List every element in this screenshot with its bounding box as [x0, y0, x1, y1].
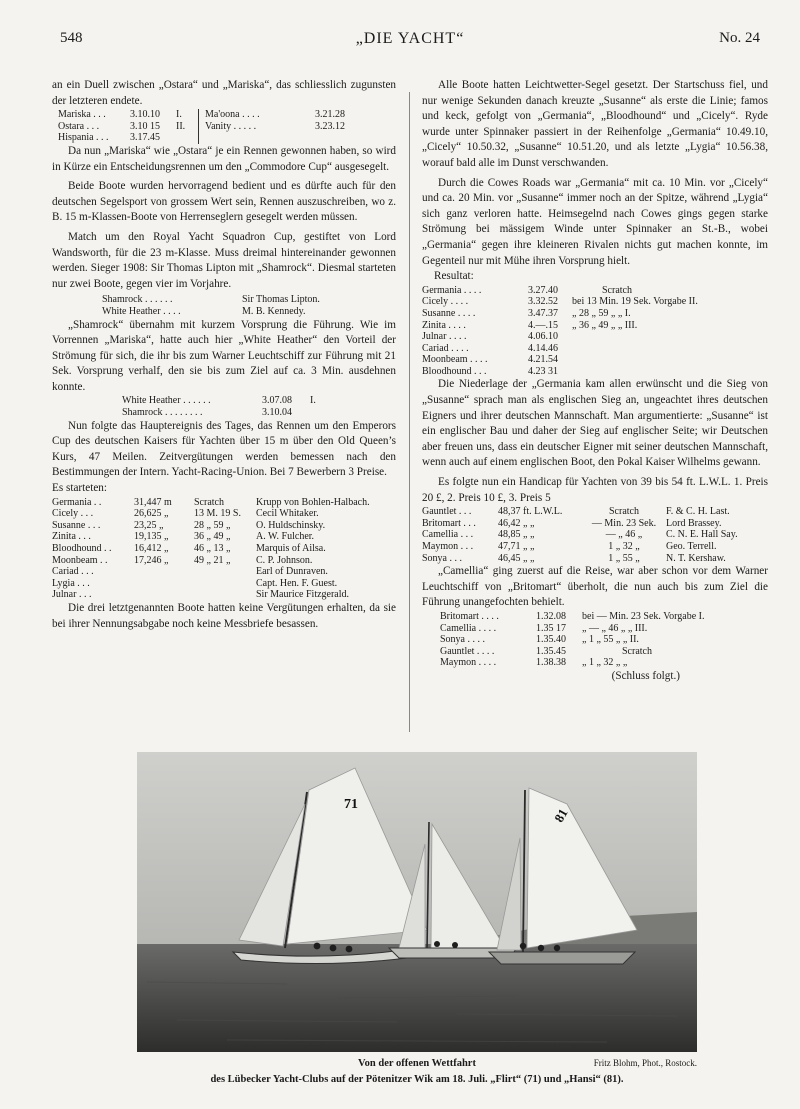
paragraph-text: gestiftet von Lord Wandsworth, für die 23 m-Klasse. Muss dreimal hintereinander gewonnen werden. Sieger 1908: Sir Thomas Lipton mit „Shamrock“. Diesmal starteten nur zwei Boote, gegen vier im Vorjahre. — [52, 230, 396, 290]
table-cell: M. B. Kennedy. — [242, 305, 306, 317]
paragraph — [52, 419, 396, 481]
table-cell: Capt. Hen. F. Guest. — [256, 577, 338, 589]
table-row — [422, 308, 698, 320]
section-heading: Rennen um den Emperors Cup des deutschen Kaisers für Yachten über 15 m über den Old Queen’s Kurs, 47 Meilen. — [52, 419, 396, 463]
issue-number: No. 24 — [719, 30, 760, 46]
paragraph-text: Nun folgte das Hauptereignis des Tages, das — [68, 419, 277, 432]
table-row — [422, 541, 738, 553]
table-row — [422, 296, 698, 308]
table-cell: Sonya . . . . — [440, 634, 485, 646]
paragraph-text: Zeitvergütungen werden bemessen nach den Bestimmungen der Intern. Yacht-Racing-Union. Bei 7 Bewerbern 3 Preise. — [52, 450, 396, 479]
table-cell: Lygia . . . — [52, 577, 90, 589]
table-row — [52, 497, 370, 509]
table-row — [440, 657, 705, 669]
table-row — [58, 109, 345, 121]
table-cell: Bloodhound . . — [52, 543, 112, 554]
table-cell: Moonbeam . . . . — [422, 354, 488, 366]
left-column — [52, 78, 396, 632]
table-cell: Sir Maurice Fitzgerald. — [256, 589, 350, 601]
table-row — [422, 354, 698, 366]
table-cell: „ 36 „ 49 „ „ III. — [572, 319, 638, 331]
table-cell: Britomart . . . — [422, 517, 476, 529]
table-cell — [134, 566, 194, 578]
table-row — [422, 285, 698, 297]
journal-title: „DIE YACHT“ — [355, 30, 465, 47]
table-cell: 1.35.45 — [536, 645, 566, 657]
paragraph: „Shamrock“ übernahm mit kurzem Vorsprung die Führung. Wie im Vorrennen „Mariska“, hatte auch hier „White Heather“ den Vorteil der Strömung für sich, die ihr bis zum Warner Leuchtschiff zur Führung mit 21 Sek. Vorsprung verhalf, den sie bis zum Ziel auf ca. 3 Min. ausdehnen konnte. — [52, 318, 396, 393]
table-row — [422, 343, 698, 355]
table-cell: „ — „ 46 „ „ III. — [582, 622, 648, 634]
table-cell: 1.38.38 — [536, 657, 566, 669]
table-cell: Gauntlet . . . — [422, 506, 472, 518]
table-cell: 16,412 „ — [134, 543, 169, 554]
table-cell: Julnar . . . — [52, 589, 92, 601]
table-cell: C. N. E. Hall Say. — [666, 529, 738, 541]
result-table-commodore — [58, 109, 345, 144]
right-column — [422, 78, 768, 685]
table-cell: 3.10.04 — [262, 407, 292, 419]
table-cell: 4.06.10 — [528, 331, 558, 343]
table-cell: Scratch — [622, 645, 652, 657]
table-cell: 3.17.45 — [130, 132, 160, 144]
table-cell: 23,25 „ — [134, 519, 164, 531]
table-cell — [572, 366, 698, 378]
table-cell: Mariska . . . — [58, 109, 106, 121]
table-cell: Cicely . . . — [52, 508, 94, 520]
result-table-rys — [122, 395, 316, 418]
table-row — [52, 566, 370, 578]
table-cell: Germania . . . . — [422, 284, 482, 296]
section-heading: Match um den Royal Yacht Squadron Cup, — [68, 230, 296, 243]
entry-table-handicap — [422, 506, 738, 564]
table-row — [422, 320, 698, 332]
table-cell: Scratch — [609, 506, 639, 518]
table-cell — [194, 578, 256, 590]
table-cell: 48,37 ft. L.W.L. — [498, 506, 563, 518]
table-cell: „ 28 „ 59 „ „ I. — [572, 307, 631, 319]
column-rule — [409, 92, 410, 732]
table-cell: 1.35 17 — [536, 622, 566, 634]
paragraph: „Camellia“ ging zuerst auf die Reise, war aber schon vor dem Warner Leuchtschiff von „Britomart“ überholt, die nun auch bis zum Ziel die Führung unangefochten behielt. — [422, 565, 768, 609]
table-cell: Cariad . . . — [52, 566, 94, 578]
table-cell: Susanne . . . — [52, 519, 101, 531]
table-cell: 3.23.12 — [315, 120, 345, 132]
paragraph: Da nun „Mariska“ wie „Ostara“ je ein Rennen gewonnen haben, so wird in Kürze ein Entscheidungsrennen um den „Commodore Cup“ ausgesegelt. — [52, 144, 396, 173]
paragraph: Alle Boote hatten Leichtwetter-Segel gesetzt. Der Startschuss fiel, und nur wenige Sekunden danach kreuzte „Susanne“ als erste die Linie; famos und keck, gefolgt von „Germania“, „Bloodhound“ und „Cicely“. Ryde wurde unter Spinnaker passiert in der Reihenfolge „Germania“ 10.49.10, „Cicely“ 10.50.32, „Susanne“ 10.51.20, und als letzte „Lygia“ 10.56.38, worauf bald alle im Dunst verschwanden. — [422, 79, 768, 169]
table-row — [52, 531, 370, 543]
table-row — [422, 529, 738, 541]
entry-table-rys — [102, 294, 320, 317]
table-cell: Shamrock . . . . . . . . — [122, 407, 203, 419]
table-row — [52, 543, 370, 555]
paragraph: Beide Boote wurden hervorragend bedient und es dürfte auch für den deutschen Segelsport von grossem Wert sein, Rennen auszuschreiben, wo z. B. 15 m-Klassen-Boote von Herrenseglern gesegelt werden müssen. — [52, 180, 396, 224]
sailboats-illustration — [137, 752, 697, 1052]
table-row — [422, 518, 738, 530]
table-cell: 46,45 „ „ — [498, 552, 535, 564]
table-cell: 3.27.40 — [528, 284, 558, 296]
table-cell: Maymon . . . — [422, 541, 474, 552]
table-cell: Cicely . . . . — [422, 296, 469, 308]
table-cell — [572, 343, 698, 355]
table-cell: Ma'oona . . . . — [205, 109, 260, 121]
table-row — [52, 578, 370, 590]
table-cell: Camellia . . . — [422, 529, 474, 541]
table-cell: 46,42 „ „ — [498, 517, 535, 529]
table-cell: Scratch — [602, 284, 632, 296]
table-cell: White Heather . . . . — [102, 305, 181, 317]
table-cell: Moonbeam . . — [52, 554, 108, 566]
table-cell: Scratch — [194, 496, 224, 508]
paragraph-text: 1. Preis 20 £, 2. Preis 10 £, 3. Preis 5 — [422, 476, 769, 504]
table-cell: — Min. 23 Sek. — [591, 517, 657, 529]
table-cell: 31,447 m — [134, 496, 172, 508]
table-cell: White Heather . . . . . . — [122, 395, 211, 407]
table-row — [422, 506, 738, 518]
table-row — [52, 508, 370, 520]
table-cell: Marquis of Ailsa. — [256, 543, 326, 554]
table-cell — [199, 132, 316, 144]
result-table-handicap — [440, 611, 705, 669]
table-cell: Maymon . . . . — [440, 657, 497, 669]
table-cell: bei — Min. 23 Sek. Vorgabe I. — [582, 610, 705, 622]
table-cell: 48,85 „ „ — [498, 529, 535, 541]
table-cell: Julnar . . . . — [422, 331, 467, 343]
table-row — [440, 611, 705, 623]
table-row — [422, 366, 698, 378]
photo-caption-line1: Von der offenen Wettfahrt — [358, 1058, 476, 1069]
table-cell: 3.10.10 — [130, 109, 160, 121]
page-number: 548 — [60, 30, 83, 46]
table-cell: Bloodhound . . . — [422, 365, 487, 377]
table-cell: Lord Brassey. — [666, 517, 722, 529]
table-cell — [310, 407, 316, 419]
table-cell: Cariad . . . . — [422, 342, 469, 354]
paragraph: an ein Duell zwischen „Ostara“ und „Mariska“, das schliesslich zugunsten der letzteren endete. — [52, 79, 396, 107]
table-row — [58, 132, 345, 144]
table-cell — [572, 354, 698, 366]
table-cell: 3.10 15 — [130, 120, 160, 132]
table-cell: 3.07.08 — [262, 395, 292, 407]
table-row — [122, 407, 316, 419]
table-cell: 47,71 „ „ — [498, 541, 535, 552]
table-cell: II. — [176, 121, 199, 133]
table-row — [52, 589, 370, 601]
paragraph: Die Niederlage der „Germania kam allen erwünscht und die Sieg von „Susanne“ sprach man als englischen Sieg an, ungeachtet ihres deutschen Eigners und ihrer deutschen Mannschaft. Man argumentierte: „Susanne“ ist ein englischer Bau und daher der Sieg auf englischer Seite; wir Deutschen aber freuen uns, dass ein deutscher Eigner mit seiner deutschen Mannschaft, wenn auch auf einem englischen Boot, den Pokal Kaiser Wilhelms gewann. — [422, 378, 768, 469]
table-cell: Vanity . . . . . — [205, 120, 257, 132]
table-cell: 26,625 „ — [134, 508, 169, 520]
table-row — [422, 331, 698, 343]
table-cell: 19,135 „ — [134, 531, 169, 543]
table-cell: O. Huldschinsky. — [256, 519, 326, 531]
sail-number: 81 — [551, 805, 571, 825]
table-cell — [176, 132, 199, 144]
paragraph-text: Es folgte nun ein — [438, 476, 519, 489]
table-row — [440, 623, 705, 635]
table-cell: 1 „ 32 „ — [608, 541, 640, 552]
table-cell: N. T. Kershaw. — [666, 552, 726, 564]
table-cell: A. W. Fulcher. — [256, 531, 315, 543]
table-row — [52, 555, 370, 567]
table-cell: Sir Thomas Lipton. — [242, 294, 320, 306]
table-cell: 1 „ 55 „ — [608, 552, 640, 564]
table-row — [422, 553, 738, 565]
table-cell: Geo. Terrell. — [666, 541, 717, 552]
table-cell: „ 1 „ 32 „ „ — [582, 657, 628, 669]
paragraph: Durch die Cowes Roads war „Germania“ mit ca. 10 Min. vor „Cicely“ und ca. 20 Min. vor „Susanne“ immer noch an der Spitze, während „Lygia“ sich ganz verloren hatte. Heimsegelnd nach Cowes gings gegen starke Strömung bei mässigem Winde unter Spinnaker an St.-B., wobei „Germania“ gegen ihre kleineren Rivalen nichts gut machen konnte, im Gegenteil nur mit Mühe ihren Vorsprung hielt. — [422, 176, 768, 267]
table-cell: Gauntlet . . . . — [440, 645, 495, 657]
sail-number: 71 — [344, 797, 358, 812]
table-cell: Britomart . . . . — [440, 610, 499, 622]
table-cell: 3.47.37 — [528, 307, 558, 319]
table-cell: 36 „ 49 „ — [194, 531, 231, 543]
photo-credit: Fritz Blohm, Phot., Rostock. — [593, 1058, 697, 1068]
paragraph — [52, 230, 396, 292]
table-row — [440, 646, 705, 658]
table-cell: Krupp von Bohlen-Halbach. — [256, 496, 370, 508]
table-cell: bei 13 Min. 19 Sek. Vorgabe II. — [572, 296, 698, 308]
table-cell: F. & C. H. Last. — [666, 506, 730, 518]
table-cell — [134, 589, 194, 601]
table-row — [102, 294, 320, 306]
table-row — [102, 306, 320, 318]
starters-label: Es starteten: — [52, 482, 107, 495]
result-label: Resultat: — [434, 270, 474, 283]
table-cell: 3.21.28 — [315, 109, 345, 121]
table-cell: Zinita . . . — [52, 531, 91, 543]
table-cell: 3.32.52 — [528, 296, 558, 308]
sailing-photo — [137, 752, 697, 1052]
table-cell: „ 1 „ 55 „ „ II. — [582, 634, 639, 646]
table-cell: 4.—.15 — [528, 319, 558, 331]
table-cell: Germania . . — [52, 496, 102, 508]
table-cell: 4.21.54 — [528, 354, 558, 366]
table-cell: Sonya . . . — [422, 552, 462, 564]
table-cell: Camellia . . . . — [440, 622, 497, 634]
table-row — [440, 634, 705, 646]
closing-note: (Schluss folgt.) — [611, 669, 680, 682]
table-cell: 17,246 „ — [134, 554, 169, 566]
table-cell: Earl of Dunraven. — [256, 566, 328, 578]
table-cell: 4.23 31 — [528, 365, 558, 377]
entry-table-emperors-cup — [52, 497, 370, 601]
table-cell: Zinita . . . . — [422, 319, 466, 331]
table-cell — [315, 132, 345, 144]
paragraph — [422, 475, 768, 506]
table-row — [52, 520, 370, 532]
table-cell: 4.14.46 — [528, 342, 558, 354]
table-cell — [194, 566, 256, 578]
table-row — [122, 395, 316, 407]
table-cell: Ostara . . . — [58, 120, 100, 132]
table-cell: 49 „ 21 „ — [194, 554, 231, 566]
table-cell: Cecil Whitaker. — [256, 508, 319, 520]
table-cell: 13 M. 19 S. — [194, 508, 241, 520]
photo-caption-line2: des Lübecker Yacht-Clubs auf der Pötenitzer Wik am 18. Juli. „Flirt“ (71) und „Hansi“ (81). — [210, 1074, 624, 1085]
table-cell: 1.32.08 — [536, 610, 566, 622]
table-cell: Hispania . . . — [58, 132, 109, 144]
table-cell — [194, 589, 256, 601]
paragraph: Die drei letztgenannten Boote hatten keine Vergütungen erhalten, da sie bei ihrer Nennungsabgabe noch keine Messbriefe besassen. — [52, 601, 396, 630]
table-cell — [134, 578, 194, 590]
table-cell: I. — [176, 109, 199, 121]
table-cell: 1.35.40 — [536, 634, 566, 646]
section-heading: Handicap für Yachten von 39 bis 54 ft. L.W.L. — [519, 476, 731, 489]
running-header — [60, 30, 760, 54]
table-cell: 46 „ 13 „ — [194, 543, 231, 554]
table-cell — [572, 331, 698, 343]
table-cell: I. — [310, 395, 316, 407]
table-cell: C. P. Johnson. — [256, 554, 313, 566]
table-cell: — „ 46 „ — [605, 529, 643, 541]
table-row — [58, 121, 345, 133]
table-cell: 28 „ 59 „ — [194, 519, 231, 531]
table-cell: Shamrock . . . . . . — [102, 294, 173, 306]
result-table-emperors-cup — [422, 285, 698, 378]
table-cell: Susanne . . . . — [422, 307, 476, 319]
